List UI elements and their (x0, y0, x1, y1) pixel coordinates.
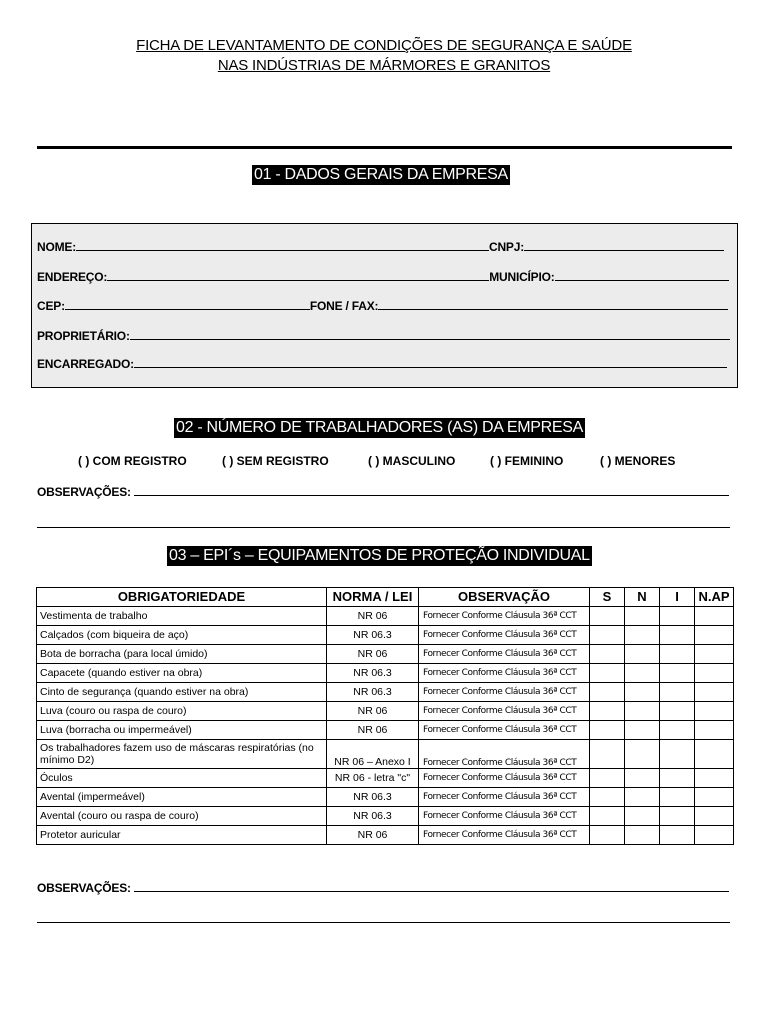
section-2-heading: 02 - NÚMERO DE TRABALHADORES (AS) DA EMPRESA (176, 419, 584, 436)
epi-item: Cinto de segurança (quando estiver na obra) (37, 683, 327, 702)
norma-cell: NR 06.3 (327, 807, 419, 826)
norma-cell: NR 06.3 (327, 788, 419, 807)
epi-item: Luva (borracha ou impermeável) (37, 721, 327, 740)
norma-cell: NR 06 (327, 607, 419, 626)
norma-cell: NR 06.3 (327, 626, 419, 645)
check-cell-s[interactable] (590, 645, 625, 664)
col-norma: NORMA / LEI (327, 588, 419, 607)
option-sem-registro[interactable]: ( ) SEM REGISTRO (222, 454, 329, 468)
epi-item: Calçados (com biqueira de aço) (37, 626, 327, 645)
col-obrigatoriedade: OBRIGATORIEDADE (37, 588, 327, 607)
observacao-cell: Fornecer Conforme Cláusula 36ª CCT (419, 769, 590, 788)
observacoes-label: OBSERVAÇÕES: (37, 485, 131, 499)
check-cell-i[interactable] (660, 788, 695, 807)
company-data-box (31, 223, 738, 388)
check-cell-i[interactable] (660, 826, 695, 845)
check-cell-nap[interactable] (695, 664, 734, 683)
check-cell-n[interactable] (625, 807, 660, 826)
check-cell-s[interactable] (590, 807, 625, 826)
table-row (37, 702, 734, 721)
epi-item: Bota de borracha (para local úmido) (37, 645, 327, 664)
check-cell-i[interactable] (660, 740, 695, 769)
endereco-label: ENDEREÇO: (37, 270, 108, 284)
epi-item: Luva (couro ou raspa de couro) (37, 702, 327, 721)
epi-item: Protetor auricular (37, 826, 327, 845)
option-feminino[interactable]: ( ) FEMININO (490, 454, 564, 468)
check-cell-s[interactable] (590, 607, 625, 626)
cep-label: CEP: (37, 299, 65, 313)
norma-cell: NR 06 (327, 645, 419, 664)
epi-table (36, 587, 734, 845)
norma-cell: NR 06 - letra "c" (327, 769, 419, 788)
check-cell-nap[interactable] (695, 702, 734, 721)
document-title-line-2: NAS INDÚSTRIAS DE MÁRMORES E GRANITOS (217, 57, 551, 74)
encarregado-label: ENCARREGADO: (37, 357, 134, 371)
check-cell-nap[interactable] (695, 740, 734, 769)
proprietario-field[interactable] (37, 329, 730, 343)
check-cell-nap[interactable] (695, 807, 734, 826)
table-row (37, 769, 734, 788)
table-row (37, 683, 734, 702)
cep-field[interactable] (37, 299, 728, 313)
check-cell-nap[interactable] (695, 607, 734, 626)
check-cell-nap[interactable] (695, 645, 734, 664)
norma-cell: NR 06 (327, 826, 419, 845)
section-3-heading: 03 – EPI´s – EQUIPAMENTOS DE PROTEÇÃO INDIVIDUAL (169, 547, 590, 564)
norma-cell: NR 06.3 (327, 683, 419, 702)
check-cell-nap[interactable] (695, 721, 734, 740)
check-cell-s[interactable] (590, 721, 625, 740)
observacao-cell: Fornecer Conforme Cláusula 36ª CCT (419, 664, 590, 683)
endereco-field[interactable] (37, 270, 729, 284)
col-nap: N.AP (695, 588, 734, 607)
check-cell-n[interactable] (625, 683, 660, 702)
check-cell-n[interactable] (625, 721, 660, 740)
check-cell-n[interactable] (625, 626, 660, 645)
observacoes-field-1[interactable] (37, 485, 729, 499)
col-n: N (625, 588, 660, 607)
check-cell-i[interactable] (660, 769, 695, 788)
header-rule (37, 146, 732, 149)
observacoes-field-3[interactable] (37, 881, 729, 895)
epi-item: Capacete (quando estiver na obra) (37, 664, 327, 683)
check-cell-n[interactable] (625, 607, 660, 626)
table-row (37, 740, 734, 769)
table-row (37, 721, 734, 740)
check-cell-i[interactable] (660, 626, 695, 645)
observacao-cell: Fornecer Conforme Cláusula 36ª CCT (419, 826, 590, 845)
norma-cell: NR 06.3 (327, 664, 419, 683)
check-cell-s[interactable] (590, 740, 625, 769)
epi-item: Os trabalhadores fazem uso de máscaras respiratórias (no mínimo D2) (37, 740, 327, 769)
proprietario-label: PROPRIETÁRIO: (37, 329, 130, 343)
observacao-cell: Fornecer Conforme Cláusula 36ª CCT (419, 702, 590, 721)
check-cell-i[interactable] (660, 664, 695, 683)
epi-item: Vestimenta de trabalho (37, 607, 327, 626)
check-cell-i[interactable] (660, 807, 695, 826)
cnpj-label: CNPJ: (489, 240, 525, 254)
nome-field[interactable] (37, 240, 724, 254)
check-cell-n[interactable] (625, 664, 660, 683)
check-cell-n[interactable] (625, 788, 660, 807)
check-cell-s[interactable] (590, 702, 625, 721)
check-cell-nap[interactable] (695, 683, 734, 702)
col-i: I (660, 588, 695, 607)
norma-cell: NR 06 – Anexo I (327, 740, 419, 769)
check-cell-s[interactable] (590, 788, 625, 807)
nome-label: NOME: (37, 240, 76, 254)
table-row (37, 664, 734, 683)
check-cell-n[interactable] (625, 769, 660, 788)
table-row (37, 807, 734, 826)
fone-label: FONE / FAX: (309, 299, 379, 313)
epi-item: Óculos (37, 769, 327, 788)
municipio-label: MUNICÍPIO: (489, 270, 555, 284)
table-row (37, 788, 734, 807)
check-cell-n[interactable] (625, 826, 660, 845)
observacao-cell: Fornecer Conforme Cláusula 36ª CCT (419, 721, 590, 740)
observacao-cell: Fornecer Conforme Cláusula 36ª CCT (419, 645, 590, 664)
table-row (37, 645, 734, 664)
option-com-registro[interactable]: ( ) COM REGISTRO (78, 454, 187, 468)
observacoes-line-4[interactable] (37, 922, 730, 923)
epi-item: Avental (couro ou raspa de couro) (37, 807, 327, 826)
check-cell-s[interactable] (590, 664, 625, 683)
document-title-line-1: FICHA DE LEVANTAMENTO DE CONDIÇÕES DE SEGURANÇA E SAÚDE (136, 37, 632, 54)
check-cell-i[interactable] (660, 721, 695, 740)
check-cell-nap[interactable] (695, 826, 734, 845)
observacao-cell: Fornecer Conforme Cláusula 36ª CCT (419, 683, 590, 702)
check-cell-s[interactable] (590, 769, 625, 788)
option-masculino[interactable]: ( ) MASCULINO (368, 454, 456, 468)
observacao-cell: Fornecer Conforme Cláusula 36ª CCT (419, 807, 590, 826)
observacao-cell: Fornecer Conforme Cláusula 36ª CCT (419, 788, 590, 807)
table-row (37, 626, 734, 645)
check-cell-s[interactable] (590, 683, 625, 702)
check-cell-nap[interactable] (695, 626, 734, 645)
observacoes-line-2[interactable] (37, 527, 730, 528)
check-cell-nap[interactable] (695, 769, 734, 788)
col-observacao: OBSERVAÇÃO (419, 588, 590, 607)
check-cell-n[interactable] (625, 702, 660, 721)
check-cell-i[interactable] (660, 645, 695, 664)
col-s: S (590, 588, 625, 607)
check-cell-i[interactable] (660, 683, 695, 702)
option-menores[interactable]: ( ) MENORES (600, 454, 676, 468)
encarregado-field[interactable] (37, 357, 727, 371)
check-cell-n[interactable] (625, 645, 660, 664)
observacao-cell: Fornecer Conforme Cláusula 36ª CCT (419, 740, 590, 769)
norma-cell: NR 06 (327, 721, 419, 740)
check-cell-i[interactable] (660, 702, 695, 721)
check-cell-i[interactable] (660, 607, 695, 626)
observacao-cell: Fornecer Conforme Cláusula 36ª CCT (419, 626, 590, 645)
observacoes-label-2: OBSERVAÇÕES: (37, 881, 131, 895)
check-cell-nap[interactable] (695, 788, 734, 807)
observacao-cell: Fornecer Conforme Cláusula 36ª CCT (419, 607, 590, 626)
norma-cell: NR 06 (327, 702, 419, 721)
check-cell-s[interactable] (590, 626, 625, 645)
table-row (37, 607, 734, 626)
table-header-row (37, 588, 734, 607)
check-cell-s[interactable] (590, 826, 625, 845)
check-cell-n[interactable] (625, 740, 660, 769)
table-row (37, 826, 734, 845)
epi-item: Avental (impermeável) (37, 788, 327, 807)
section-1-heading: 01 - DADOS GERAIS DA EMPRESA (254, 166, 508, 183)
